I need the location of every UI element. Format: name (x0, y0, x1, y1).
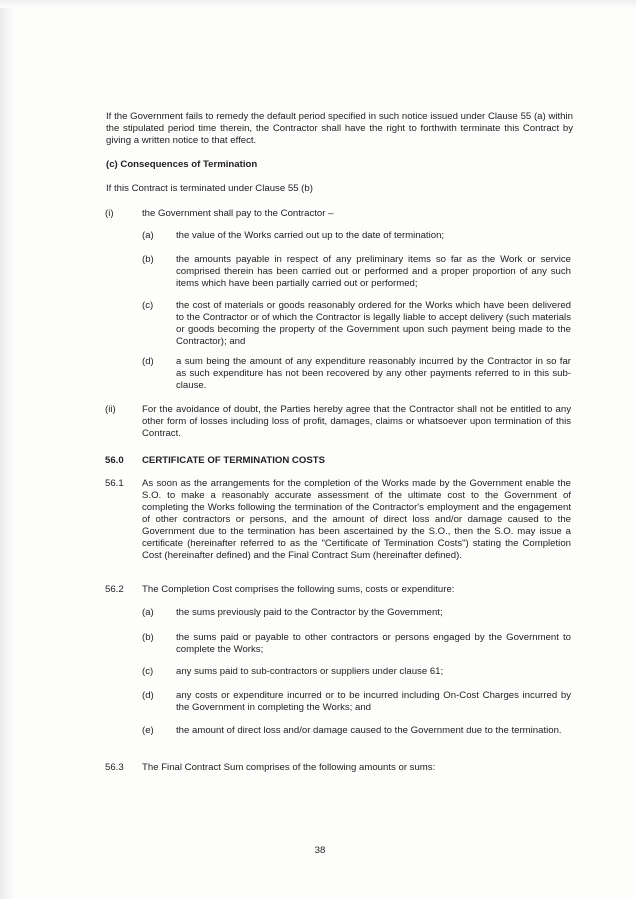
scan-shadow-left (0, 0, 14, 899)
item-ii-number: (ii) (105, 404, 116, 415)
clause-56-3-text: The Final Contract Sum comprises of the following amounts or sums: (142, 762, 436, 773)
clause-56-2-d-text: any costs or expenditure incurred or to be incurred including On-Cost Charges incurred by the Government in completing the Works; and (176, 690, 571, 713)
item-i-d-text: a sum being the amount of any expenditure reasonably incurred by the Contractor in so far as such expenditure has not been recovered by any other payments referred to in this sub-clause. (176, 356, 571, 391)
clause-56-heading: CERTIFICATE OF TERMINATION COSTS (142, 455, 325, 466)
clause-56-1-number: 56.1 (105, 478, 124, 489)
clause-56-1-text: As soon as the arrangements for the completion of the Works made by the Government enable the S.O. to make a reasonably accurate assessment of the ultimate cost to the Government of completing the Works following the termination of the Contractor's employment and the engagement of other contractors or persons, and the amount of direct loss and/or damage caused to the Government due to the termination has been ascertained by the S.O., then the S.O. may issue a certificate (hereinafter referred to as the "Certificate of Termination Costs") stating the Completion Cost (hereinafter defined) and the Final Contract Sum (hereinafter defined). (142, 478, 571, 561)
clause-56-2-c-letter: (c) (142, 666, 154, 677)
clause-56-2-b-letter: (b) (142, 632, 154, 643)
item-i-text: the Government shall pay to the Contractor – (142, 208, 334, 219)
item-i-c-letter: (c) (142, 300, 154, 311)
item-i-b-text: the amounts payable in respect of any preliminary items so far as the Work or service comprised therein has been carried out or performed and a proper proportion of any such items which have been partially carried out or performed; (176, 254, 571, 289)
clause-56-3-number: 56.3 (105, 762, 124, 773)
clause-56-2-number: 56.2 (105, 584, 124, 595)
item-i-a-text: the value of the Works carried out up to the date of termination; (176, 230, 445, 241)
clause-56-2-e-text: the amount of direct loss and/or damage caused to the Government due to the termination. (176, 725, 562, 736)
clause-56-2-d-letter: (d) (142, 690, 154, 701)
item-i-number: (i) (105, 208, 114, 219)
section-c-heading: (c) Consequences of Termination (106, 159, 258, 170)
clause-56-number: 56.0 (105, 455, 124, 466)
item-i-c-text: the cost of materials or goods reasonably ordered for the Works which have been delivered to the Contractor or of which the Contractor is legally liable to accept delivery (such materials or goods becoming the property of the Government upon such payment being made to the Contractor); and (176, 300, 571, 347)
clause-56-2-a-letter: (a) (142, 607, 154, 618)
intro-paragraph: If the Government fails to remedy the default period specified in such notice issued under Clause 55 (a) within the stipulated period time therein, the Contractor shall have the right to forthwith terminate this Contract by giving a written notice to that effect. (106, 111, 573, 146)
clause-56-2-b-text: the sums paid or payable to other contractors or persons engaged by the Government to complete the Works; (176, 632, 571, 655)
scan-shadow-top (0, 0, 636, 8)
section-c-lead: If this Contract is terminated under Clause 55 (b) (106, 183, 313, 194)
item-i-a-letter: (a) (142, 230, 154, 241)
clause-56-2-c-text: any sums paid to sub-contractors or suppliers under clause 61; (176, 666, 444, 677)
item-i-d-letter: (d) (142, 356, 154, 367)
item-ii-text: For the avoidance of doubt, the Parties hereby agree that the Contractor shall not be entitled to any other form of losses including loss of profit, damages, claims or whatsoever upon termination of this Contract. (142, 404, 571, 439)
clause-56-2-a-text: the sums previously paid to the Contractor by the Government; (176, 607, 443, 618)
item-i-b-letter: (b) (142, 254, 154, 265)
page-number: 38 (314, 845, 326, 856)
clause-56-2-text: The Completion Cost comprises the following sums, costs or expenditure: (142, 584, 455, 595)
clause-56-2-e-letter: (e) (142, 725, 154, 736)
